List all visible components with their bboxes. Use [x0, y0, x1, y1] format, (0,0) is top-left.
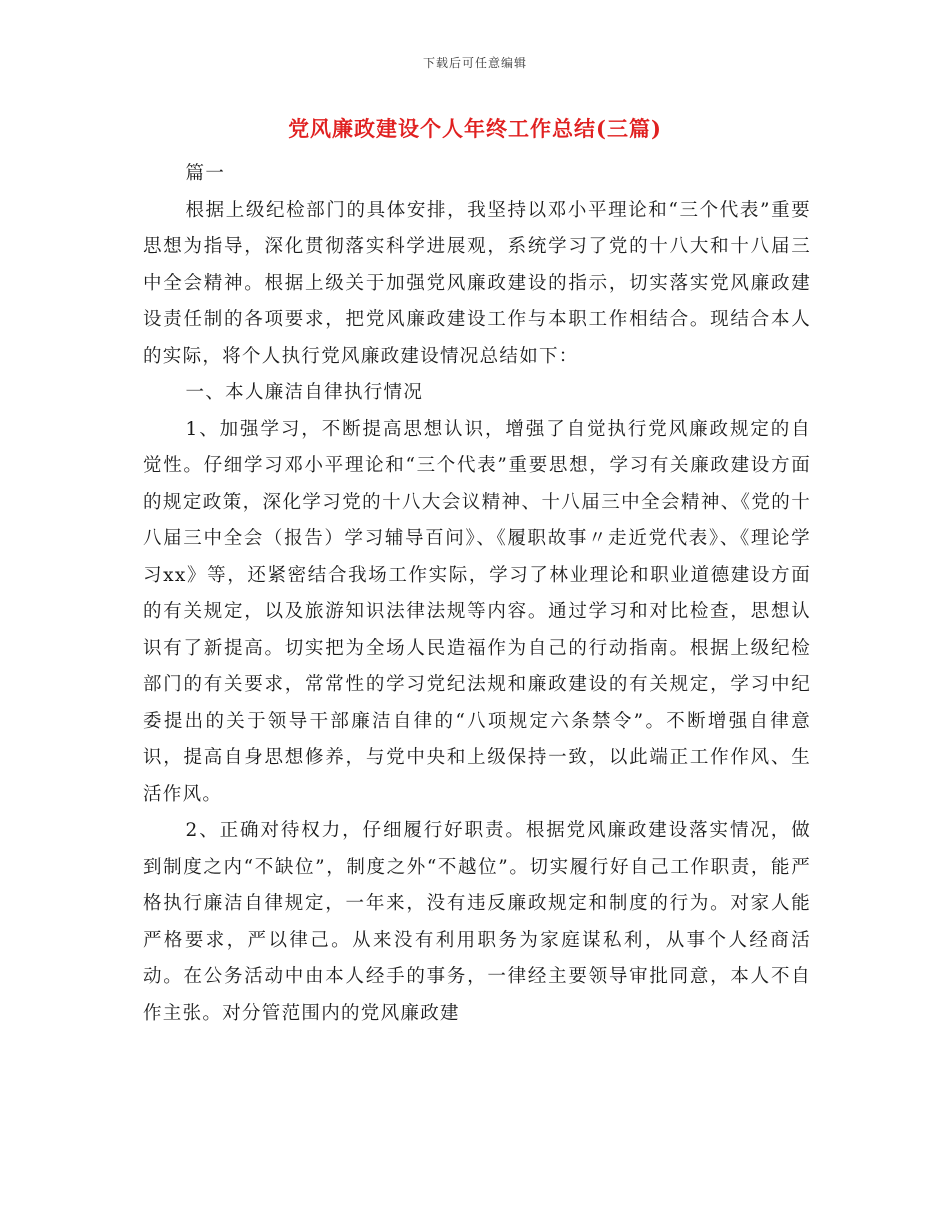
paragraph-duties: 2、正确对待权力，仔细履行好职责。根据党风廉政建设落实情况，做到制度之内“不缺位”，制度之外“不越位”。切实履行好自己工作职责，能严格执行廉洁自律规定，一年来，没有违反廉政规定和制度的行为。对家人能严格要求，严以律己。从来没有利用职务为家庭谋私利，从事个人经商活动。在公务活动中由本人经手的事务，一律经主要领导审批同意，本人不自作主张。对分管范围内的党风廉政建 [143, 820, 811, 1024]
paragraph-intro: 根据上级纪检部门的具体安排，我坚持以邓小平理论和“三个代表”重要思想为指导，深化贯彻落实科学进展观，系统学习了党的十八大和十八届三中全会精神。根据上级关于加强党风廉政建设的指示，切实落实党风廉政建设责任制的各项要求，把党风廉政建设工作与本职工作相结合。现结合本人的实际，将个人执行党风廉政建设情况总结如下： [143, 199, 811, 367]
subsection-heading: 一、本人廉洁自律执行情况 [185, 382, 424, 403]
section-heading: 篇一 [185, 163, 226, 184]
paragraph-study: 1、加强学习，不断提高思想认识，增强了自觉执行党风廉政规定的自觉性。仔细学习邓小平理论和“三个代表”重要思想，学习有关廉政建设方面的规定政策，深化学习党的十八大会议精神、十八届三中全会精神、《党的十八届三中全会（报告）学习辅导百问》、《履职故事〃走近党代表》、《理论学习xx》等，还紧密结合我场工作实际，学习了林业理论和职业道德建设方面的有关规定，以及旅游知识法律法规等内容。通过学习和对比检查，思想认识有了新提高。切实把为全场人民造福作为自己的行动指南。根据上级纪检部门的有关要求，常常性的学习党纪法规和廉政建设的有关规定，学习中纪委提出的关于领导干部廉洁自律的“八项规定六条禁令”。不断增强自律意识，提高自身思想修养，与党中央和上级保持一致，以此端正工作作风、生活作风。 [143, 418, 811, 805]
document-body [143, 156, 811, 1032]
header-note: 下载后可任意编辑 [422, 56, 527, 70]
document-title: 党风廉政建设个人年终工作总结(三篇) [288, 116, 662, 141]
